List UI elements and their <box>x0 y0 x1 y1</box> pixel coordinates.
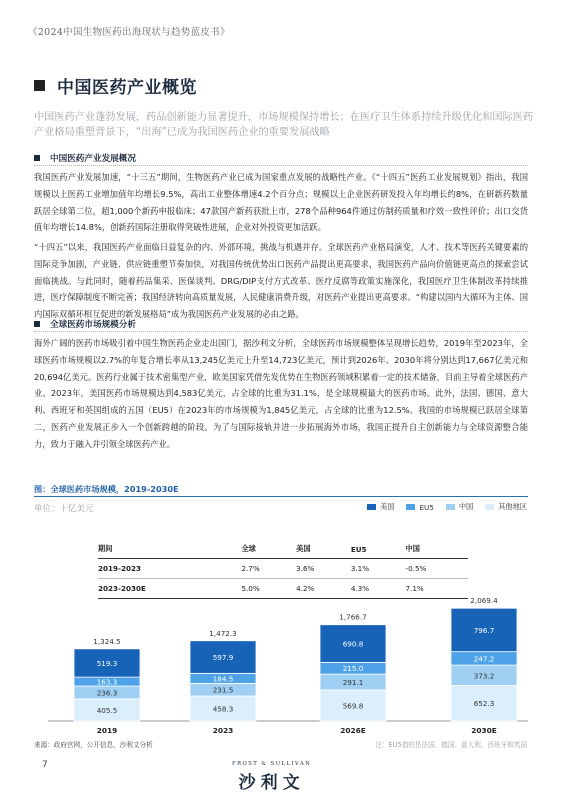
bar-value-label: 796.7 <box>473 625 495 635</box>
table-header-cell: 中国 <box>406 540 469 559</box>
table-cell: 2023-2030E <box>98 579 241 599</box>
bar-value-label: 247.2 <box>473 654 495 664</box>
table-header-cell: 美国 <box>296 540 351 559</box>
paragraph-market: 海外广阔的医药市场吸引着中国生物医药企业走出国门，据沙利文分析，全球医药市场规模整体呈现增长趋势，2019年至2023年，全球医药市场规模以2.7%的年复合增长率从13,245亿美元上升至14,723亿美元，预计到2026年、2030年将分别达到17,667亿美元和20,694亿美元。医药行业属于技术密集型产业，欧美国家凭借先发优势在生物医药领域积累着一定的技术储备，目前主导着全球医药产业。2023年，美国医药市场规模达到4,583亿美元，占全球的比重为31.1%，是全球规模最大的医药市场。此外，法国、德国、意大利、西班牙和英国组成的五国（EU5）在2023年的市场规模为1,845亿美元，占全球的比重为12.5%。我国的市场规模已跃居全球第二，医药产业发展正步入一个创新跨越的阶段。为了与国际接轨并进一步拓展海外市场，我国正提升自主创新能力与全球资源整合能力，致力于融入并引领全球医药产业。 <box>34 338 528 449</box>
bar-value-label: 569.8 <box>342 701 364 711</box>
page-title: 中国医药产业概览 <box>57 78 197 98</box>
running-header: 《2024中国生物医药出海现状与趋势蓝皮书》 <box>28 27 230 38</box>
legend-label: EU5 <box>419 502 434 512</box>
bar-total-label: 1,472.3 <box>209 628 237 638</box>
bar-value-label: 597.9 <box>212 653 234 663</box>
bar-total-label: 1,766.7 <box>339 612 367 622</box>
table-cell: 2.7% <box>241 559 296 579</box>
bar-total-label: 2,069.4 <box>470 596 498 606</box>
logo-text: 沙利文 <box>238 773 305 793</box>
table-cell: 7.1% <box>406 579 469 599</box>
bar-total-label: 1,324.5 <box>93 636 121 646</box>
bar-value-label: 163.3 <box>96 677 118 687</box>
bar-value-label: 405.5 <box>96 705 118 715</box>
logo-subtitle: FROST & SULLIVAN <box>232 761 312 767</box>
figure-note: 注：EU5指的是法国、德国、意大利、西班牙和英国 <box>375 741 527 749</box>
bar-value-label: 652.3 <box>473 699 495 709</box>
paragraph-industry-2: “十四五”以来，我国医药产业面临日益复杂的内、外部环境，挑战与机遇并存。全球医药产业格局演变，人才、技术等医药关键要素的国际竞争加剧，产业链、供应链重塑节奏加快，对我国传统优势出口医药产品提出更高要求，我国医药产品向价值链更高点的探索尝试面临挑战。与此同时，随着药品集采、医保谈判、DRG/DIP支付方式改革、医疗反腐等政策实施深化，我国医疗卫生体制改革持续推进，医疗保障制度不断完善；我国经济转向高质量发展，人民健康消费升级，对医药产业提出更高要求。“构建以国内大循环为主体、国内国际双循环相互促进的新发展格局”成为我国医药产业发展的必由之路。 <box>34 242 528 320</box>
bar-value-label: 215.0 <box>342 664 364 674</box>
bar-value-label: 373.2 <box>473 671 495 681</box>
lead-summary: 中国医药产业蓬勃发展，药品创新能力显著提升，市场规模保持增长；在医疗卫生体系持续升级优化和国际医药产业格局重塑背景下，“出海”已成为我国医药企业的重要发展战略 <box>34 112 534 138</box>
figure-title: 图：全球医药市场规模，2019-2030E <box>34 484 179 494</box>
paragraph-industry-1: 我国医药产业发展加速，“十三五”期间，生物医药产业已成为国家重点发展的战略性产业。《“十四五”医药工业发展规划》指出，我国规模以上医药工业增加值年均增长9.5%，高出工业整体增速4.2个百分点；规模以上企业医药研发投入年均增长约8%，在研新药数量跃居全球第二位，超1,000个新药申报临床；47款国产新药获批上市，278个品种964件通过仿制药质量和疗效一致性评价；出口交货值年均增长14.8%，创新药国际注册取得突破性进展，企业对外投资更加活跃。 <box>34 172 528 233</box>
table-cell: 3.1% <box>351 559 406 579</box>
bar-value-label: 519.3 <box>96 658 118 668</box>
bar-value-label: 458.3 <box>212 704 234 714</box>
bar-value-label: 690.8 <box>342 639 364 649</box>
x-tick-label: 2026E <box>340 726 366 735</box>
table-cell: 4.2% <box>296 579 351 599</box>
table-cell: -0.5% <box>406 559 469 579</box>
table-cell: 5.0% <box>241 579 296 599</box>
bar-value-label: 184.5 <box>212 674 234 684</box>
legend-label: 美国 <box>380 502 395 511</box>
table-cell: 2019-2023 <box>98 559 241 579</box>
legend-label: 中国 <box>458 502 474 511</box>
table-cell: 3.6% <box>296 559 351 579</box>
bar-value-label: 231.5 <box>212 685 234 695</box>
x-tick-label: 2023 <box>212 726 234 735</box>
legend-label: 其他地区 <box>498 502 527 511</box>
figure-unit: 单位：十亿美元 <box>34 504 94 514</box>
table-header-cell: 期间 <box>98 540 241 559</box>
table-header-cell: 全球 <box>241 540 296 559</box>
figure-source: 来源：政府官网，公开信息，沙利文分析 <box>34 741 153 749</box>
section-heading-text: 中国医药产业发展概况 <box>50 154 136 164</box>
x-tick-label: 2019 <box>96 726 118 735</box>
frost-sullivan-logo <box>232 761 311 793</box>
section-heading-text: 全球医药市场规模分析 <box>50 320 136 330</box>
table-cell: 4.3% <box>351 579 406 599</box>
table-header-cell: EU5 <box>351 540 406 559</box>
page-number: 7 <box>42 760 48 770</box>
bar-value-label: 236.3 <box>96 688 118 698</box>
x-tick-label: 2030E <box>471 726 497 735</box>
bar-value-label: 291.1 <box>342 678 364 688</box>
